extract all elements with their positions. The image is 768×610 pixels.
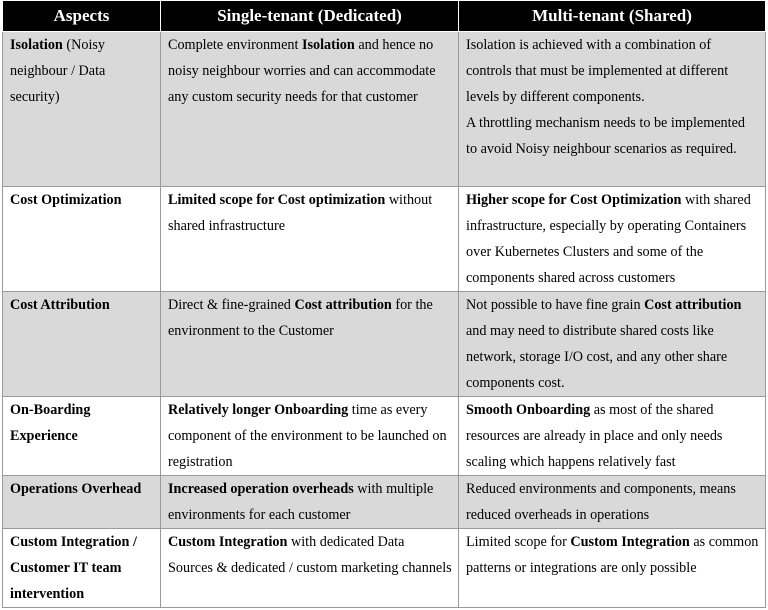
cell-text: Limited scope for [466,534,571,550]
cell-text: Direct & fine-grained [168,297,295,313]
header-multi-tenant: Multi-tenant (Shared) [459,1,766,32]
cell-emphasis: Limited scope for Cost optimization [168,192,386,208]
aspect-label: Cost Optimization [10,192,122,208]
cell-text: as most of the shared resources are already in place and only needs scaling which happens relatively fast [466,402,723,470]
aspect-label: On-Boarding Experience [10,402,91,444]
aspect-cell [3,397,161,476]
cell-text: with dedicated Data Sources & dedicated / custom marketing channels [168,534,452,576]
cell-emphasis: Cost attribution [294,297,392,313]
cell-emphasis: Custom Integration [570,534,690,550]
cell-text: with shared infrastructure, especially by operating Containers over Kubernetes Clusters and some of the components shared across customers [466,192,751,286]
single-tenant-cell [161,292,459,397]
table-row [3,32,766,187]
cell-text: without shared infrastructure [168,192,433,234]
cell-emphasis: Relatively longer Onboarding [168,402,349,418]
single-tenant-cell [161,397,459,476]
cell-text: and may need to distribute shared costs like network, storage I/O cost, and any other share components cost. [466,323,728,391]
cell-text: Reduced environments and components, means reduced overheads in operations [466,481,736,523]
table-row [3,187,766,292]
cell-text: Complete environment [168,37,302,53]
cell-paragraph: A throttling mechanism needs to be implemented to avoid Noisy neighbour scenarios as required. [466,115,745,157]
cell-paragraph: Isolation is achieved with a combination of controls that must be implemented at different levels by different components. [466,37,729,105]
cell-emphasis: Increased operation overheads [168,481,354,497]
aspect-label: Isolation [10,37,63,53]
aspect-label: Operations Overhead [10,481,142,497]
multi-tenant-cell [459,529,766,608]
aspect-cell [3,476,161,529]
multi-tenant-cell [459,397,766,476]
cell-emphasis: Isolation [301,37,355,53]
aspect-cell [3,292,161,397]
cell-emphasis: Smooth Onboarding [466,402,591,418]
header-single-tenant: Single-tenant (Dedicated) [161,1,459,32]
cell-text: and hence no noisy neighbour worries and can accommodate any custom security needs for that customer [168,37,436,105]
table-row [3,476,766,529]
multi-tenant-cell [459,292,766,397]
comparison-table [2,0,766,608]
multi-tenant-cell [459,32,766,187]
cell-text: with multiple environments for each customer [168,481,434,523]
cell-emphasis: Cost attribution [644,297,742,313]
multi-tenant-cell [459,476,766,529]
aspect-label: Custom Integration / Customer IT team intervention [10,534,137,602]
aspect-cell [3,32,161,187]
single-tenant-cell [161,187,459,292]
cell-text: as common patterns or integrations are only possible [466,534,759,576]
aspect-detail: (Noisy neighbour / Data security) [10,37,106,105]
cell-text: Not possible to have fine grain [466,297,645,313]
cell-text: time as every component of the environment to be launched on registration [168,402,447,470]
header-row [3,1,766,32]
aspect-label: Cost Attribution [10,297,110,313]
cell-emphasis: Custom Integration [168,534,288,550]
cell-text: for the environment to the Customer [168,297,433,339]
header-aspects: Aspects [3,1,161,32]
multi-tenant-cell [459,187,766,292]
single-tenant-cell [161,32,459,187]
cell-emphasis: Higher scope for Cost Optimization [466,192,682,208]
aspect-cell [3,529,161,608]
aspect-cell [3,187,161,292]
table-row [3,529,766,608]
single-tenant-cell [161,529,459,608]
table-row [3,397,766,476]
single-tenant-cell [161,476,459,529]
table-row [3,292,766,397]
